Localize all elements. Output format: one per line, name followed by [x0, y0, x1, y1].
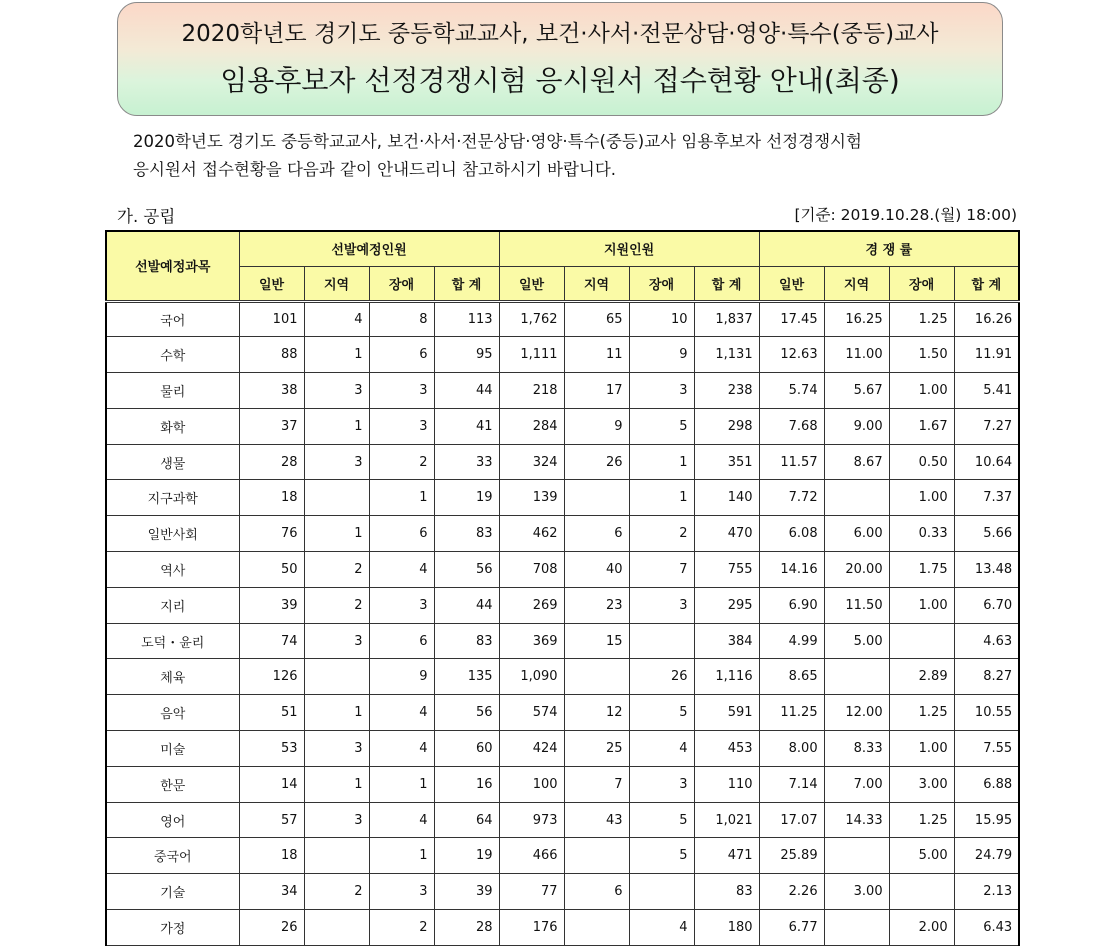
value-cell: 7.37 [954, 480, 1019, 516]
value-cell: 4.63 [954, 623, 1019, 659]
value-cell: 1.50 [889, 337, 954, 373]
value-cell: 7 [629, 552, 694, 588]
value-cell: 384 [694, 623, 759, 659]
subject-cell: 도덕・윤리 [106, 623, 239, 659]
value-cell: 12.00 [824, 695, 889, 731]
value-cell: 3 [304, 623, 369, 659]
table-row [106, 838, 1019, 874]
value-cell: 60 [434, 731, 499, 767]
subject-cell: 역사 [106, 552, 239, 588]
value-cell: 3 [369, 874, 434, 910]
value-cell: 424 [499, 731, 564, 767]
value-cell: 1 [629, 480, 694, 516]
value-cell: 1.67 [889, 408, 954, 444]
value-cell: 64 [434, 802, 499, 838]
table-row [106, 731, 1019, 767]
value-cell: 238 [694, 373, 759, 409]
value-cell: 4 [369, 731, 434, 767]
table-row [106, 301, 1019, 337]
value-cell: 3 [369, 587, 434, 623]
value-cell: 44 [434, 373, 499, 409]
value-cell: 28 [434, 910, 499, 946]
column-header: 지역 [824, 266, 889, 301]
title-banner [117, 2, 1003, 116]
value-cell: 708 [499, 552, 564, 588]
value-cell: 1 [304, 766, 369, 802]
value-cell: 369 [499, 623, 564, 659]
value-cell: 33 [434, 444, 499, 480]
value-cell: 2.26 [759, 874, 824, 910]
subject-cell: 한문 [106, 766, 239, 802]
value-cell: 101 [239, 301, 304, 337]
value-cell: 7.00 [824, 766, 889, 802]
table-row [106, 373, 1019, 409]
value-cell: 1,837 [694, 301, 759, 337]
value-cell: 1.25 [889, 695, 954, 731]
value-cell: 9 [629, 337, 694, 373]
value-cell: 56 [434, 552, 499, 588]
value-cell: 9.00 [824, 408, 889, 444]
value-cell: 5 [629, 838, 694, 874]
value-cell: 973 [499, 802, 564, 838]
value-cell: 11.57 [759, 444, 824, 480]
value-cell: 295 [694, 587, 759, 623]
value-cell: 8.00 [759, 731, 824, 767]
value-cell [824, 910, 889, 946]
value-cell: 180 [694, 910, 759, 946]
value-cell [564, 659, 629, 695]
value-cell: 12.63 [759, 337, 824, 373]
value-cell [824, 480, 889, 516]
column-header: 합 계 [694, 266, 759, 301]
value-cell: 50 [239, 552, 304, 588]
value-cell: 4 [304, 301, 369, 337]
value-cell: 40 [564, 552, 629, 588]
value-cell [304, 910, 369, 946]
value-cell: 18 [239, 838, 304, 874]
value-cell: 39 [239, 587, 304, 623]
value-cell: 6.88 [954, 766, 1019, 802]
table-body [106, 301, 1019, 945]
value-cell [304, 480, 369, 516]
value-cell [629, 874, 694, 910]
value-cell [824, 838, 889, 874]
banner-title-line2: 임용후보자 선정경쟁시험 응시원서 접수현황 안내(최종) [220, 64, 900, 97]
value-cell: 1,021 [694, 802, 759, 838]
table-row [106, 516, 1019, 552]
value-cell: 11.00 [824, 337, 889, 373]
value-cell: 3 [304, 731, 369, 767]
value-cell [889, 623, 954, 659]
value-cell: 269 [499, 587, 564, 623]
value-cell: 16.25 [824, 301, 889, 337]
value-cell: 6 [564, 874, 629, 910]
table-row [106, 587, 1019, 623]
value-cell: 23 [564, 587, 629, 623]
value-cell: 7 [564, 766, 629, 802]
value-cell: 1.00 [889, 587, 954, 623]
value-cell: 2 [304, 874, 369, 910]
value-cell: 6 [564, 516, 629, 552]
value-cell: 24.79 [954, 838, 1019, 874]
subject-cell: 가정 [106, 910, 239, 946]
table-row [106, 766, 1019, 802]
value-cell: 1.75 [889, 552, 954, 588]
column-header: 장애 [889, 266, 954, 301]
value-cell [304, 659, 369, 695]
value-cell: 76 [239, 516, 304, 552]
value-cell: 7.68 [759, 408, 824, 444]
value-cell: 4 [369, 802, 434, 838]
value-cell: 6.77 [759, 910, 824, 946]
value-cell: 17.07 [759, 802, 824, 838]
value-cell: 1,090 [499, 659, 564, 695]
value-cell: 4.99 [759, 623, 824, 659]
value-cell: 1 [629, 444, 694, 480]
value-cell: 453 [694, 731, 759, 767]
column-header: 일반 [499, 266, 564, 301]
column-header: 지역 [564, 266, 629, 301]
value-cell: 10 [629, 301, 694, 337]
value-cell: 37 [239, 408, 304, 444]
value-cell: 3 [629, 373, 694, 409]
value-cell: 65 [564, 301, 629, 337]
value-cell: 0.33 [889, 516, 954, 552]
value-cell: 16 [434, 766, 499, 802]
table-row [106, 802, 1019, 838]
value-cell: 7.14 [759, 766, 824, 802]
subject-cell: 중국어 [106, 838, 239, 874]
subject-cell: 기술 [106, 874, 239, 910]
intro-paragraph [133, 128, 1013, 184]
value-cell: 1.00 [889, 373, 954, 409]
value-cell: 591 [694, 695, 759, 731]
value-cell: 1.00 [889, 731, 954, 767]
column-header: 합 계 [954, 266, 1019, 301]
value-cell: 3 [369, 373, 434, 409]
value-cell: 4 [369, 695, 434, 731]
value-cell: 4 [629, 910, 694, 946]
value-cell: 25 [564, 731, 629, 767]
value-cell: 1 [369, 766, 434, 802]
table-row [106, 874, 1019, 910]
column-header: 일반 [239, 266, 304, 301]
value-cell: 19 [434, 480, 499, 516]
group-header-ratio: 경 쟁 률 [759, 231, 1019, 266]
value-cell: 1 [369, 480, 434, 516]
value-cell: 38 [239, 373, 304, 409]
value-cell: 3 [304, 444, 369, 480]
value-cell: 3.00 [889, 766, 954, 802]
value-cell [629, 623, 694, 659]
value-cell: 3 [629, 766, 694, 802]
value-cell: 2.00 [889, 910, 954, 946]
value-cell: 139 [499, 480, 564, 516]
value-cell: 3 [304, 373, 369, 409]
value-cell: 11 [564, 337, 629, 373]
value-cell: 5.41 [954, 373, 1019, 409]
table-row [106, 552, 1019, 588]
value-cell: 15.95 [954, 802, 1019, 838]
basis-date: [기준: 2019.10.28.(월) 18:00) [794, 206, 1017, 224]
value-cell: 3.00 [824, 874, 889, 910]
value-cell: 1.25 [889, 802, 954, 838]
value-cell [564, 838, 629, 874]
value-cell: 2 [629, 516, 694, 552]
value-cell: 17 [564, 373, 629, 409]
value-cell: 3 [629, 587, 694, 623]
value-cell: 218 [499, 373, 564, 409]
table-row [106, 695, 1019, 731]
subject-cell: 체육 [106, 659, 239, 695]
subject-cell: 국어 [106, 301, 239, 337]
value-cell: 755 [694, 552, 759, 588]
value-cell: 113 [434, 301, 499, 337]
value-cell: 2.89 [889, 659, 954, 695]
value-cell: 1.00 [889, 480, 954, 516]
value-cell: 6 [369, 337, 434, 373]
value-cell: 135 [434, 659, 499, 695]
group-header-applicants: 지원인원 [499, 231, 759, 266]
column-header: 합 계 [434, 266, 499, 301]
value-cell: 6.70 [954, 587, 1019, 623]
value-cell: 6.90 [759, 587, 824, 623]
value-cell: 6 [369, 516, 434, 552]
value-cell: 77 [499, 874, 564, 910]
value-cell: 88 [239, 337, 304, 373]
subject-cell: 영어 [106, 802, 239, 838]
value-cell: 11.25 [759, 695, 824, 731]
value-cell: 1 [304, 516, 369, 552]
value-cell: 5.00 [824, 623, 889, 659]
value-cell: 28 [239, 444, 304, 480]
value-cell: 15 [564, 623, 629, 659]
value-cell: 83 [434, 623, 499, 659]
value-cell [564, 480, 629, 516]
value-cell: 1,116 [694, 659, 759, 695]
value-cell [564, 910, 629, 946]
column-header: 장애 [629, 266, 694, 301]
value-cell: 95 [434, 337, 499, 373]
subject-cell: 물리 [106, 373, 239, 409]
value-cell: 43 [564, 802, 629, 838]
value-cell: 10.55 [954, 695, 1019, 731]
value-cell: 17.45 [759, 301, 824, 337]
value-cell: 5.67 [824, 373, 889, 409]
value-cell: 1,762 [499, 301, 564, 337]
value-cell: 13.48 [954, 552, 1019, 588]
value-cell: 74 [239, 623, 304, 659]
value-cell: 284 [499, 408, 564, 444]
value-cell: 324 [499, 444, 564, 480]
value-cell: 34 [239, 874, 304, 910]
value-cell: 14.16 [759, 552, 824, 588]
banner-title-line1: 2020학년도 경기도 중등학교교사, 보건·사서·전문상담·영양·특수(중등)교사 [181, 21, 939, 47]
value-cell: 3 [304, 802, 369, 838]
value-cell: 12 [564, 695, 629, 731]
value-cell: 1 [304, 337, 369, 373]
column-header: 지역 [304, 266, 369, 301]
subject-cell: 일반사회 [106, 516, 239, 552]
value-cell: 1,111 [499, 337, 564, 373]
value-cell: 4 [629, 731, 694, 767]
value-cell: 7.55 [954, 731, 1019, 767]
value-cell: 2 [304, 587, 369, 623]
intro-line-1: 2020학년도 경기도 중등학교교사, 보건·사서·전문상담·영양·특수(중등)교사 임용후보자 선정경쟁시험 [133, 132, 862, 151]
value-cell: 8.67 [824, 444, 889, 480]
value-cell: 0.50 [889, 444, 954, 480]
value-cell: 8.65 [759, 659, 824, 695]
value-cell: 39 [434, 874, 499, 910]
value-cell: 57 [239, 802, 304, 838]
value-cell: 9 [564, 408, 629, 444]
value-cell: 14 [239, 766, 304, 802]
application-status-table [105, 230, 1020, 946]
value-cell: 26 [629, 659, 694, 695]
table-row [106, 910, 1019, 946]
value-cell: 11.50 [824, 587, 889, 623]
value-cell: 5.74 [759, 373, 824, 409]
value-cell: 298 [694, 408, 759, 444]
value-cell: 10.64 [954, 444, 1019, 480]
value-cell: 7.72 [759, 480, 824, 516]
value-cell: 5 [629, 695, 694, 731]
value-cell: 2 [304, 552, 369, 588]
value-cell: 1 [304, 408, 369, 444]
column-header: 일반 [759, 266, 824, 301]
group-header-planned: 선발예정인원 [239, 231, 499, 266]
value-cell: 83 [694, 874, 759, 910]
value-cell: 2 [369, 444, 434, 480]
value-cell: 18 [239, 480, 304, 516]
section-title: 가. 공립 [117, 207, 176, 226]
intro-line-2: 응시원서 접수현황을 다음과 같이 안내드리니 참고하시기 바랍니다. [133, 160, 617, 179]
value-cell: 41 [434, 408, 499, 444]
value-cell: 1.25 [889, 301, 954, 337]
value-cell: 7.27 [954, 408, 1019, 444]
column-header: 장애 [369, 266, 434, 301]
value-cell: 574 [499, 695, 564, 731]
value-cell: 51 [239, 695, 304, 731]
value-cell: 5 [629, 408, 694, 444]
table-row [106, 623, 1019, 659]
subject-cell: 지리 [106, 587, 239, 623]
subject-cell: 생물 [106, 444, 239, 480]
value-cell: 83 [434, 516, 499, 552]
value-cell: 2.13 [954, 874, 1019, 910]
value-cell: 126 [239, 659, 304, 695]
table-row [106, 444, 1019, 480]
value-cell: 462 [499, 516, 564, 552]
value-cell: 6 [369, 623, 434, 659]
value-cell [824, 659, 889, 695]
subject-cell: 화학 [106, 408, 239, 444]
subject-cell: 미술 [106, 731, 239, 767]
value-cell: 3 [369, 408, 434, 444]
value-cell: 2 [369, 910, 434, 946]
value-cell: 5.66 [954, 516, 1019, 552]
subject-cell: 음악 [106, 695, 239, 731]
value-cell: 26 [239, 910, 304, 946]
value-cell: 140 [694, 480, 759, 516]
value-cell: 19 [434, 838, 499, 874]
value-cell: 6.43 [954, 910, 1019, 946]
table-row [106, 659, 1019, 695]
value-cell: 1,131 [694, 337, 759, 373]
value-cell: 9 [369, 659, 434, 695]
value-cell: 8.33 [824, 731, 889, 767]
value-cell: 5.00 [889, 838, 954, 874]
value-cell: 351 [694, 444, 759, 480]
value-cell [304, 838, 369, 874]
value-cell: 25.89 [759, 838, 824, 874]
table-row [106, 480, 1019, 516]
value-cell: 1 [304, 695, 369, 731]
value-cell: 26 [564, 444, 629, 480]
value-cell: 470 [694, 516, 759, 552]
value-cell [889, 874, 954, 910]
value-cell: 466 [499, 838, 564, 874]
table-row [106, 408, 1019, 444]
value-cell: 11.91 [954, 337, 1019, 373]
value-cell: 53 [239, 731, 304, 767]
value-cell: 56 [434, 695, 499, 731]
value-cell: 100 [499, 766, 564, 802]
value-cell: 6.00 [824, 516, 889, 552]
header-row-categories [106, 266, 1019, 301]
value-cell: 1 [369, 838, 434, 874]
value-cell: 8 [369, 301, 434, 337]
value-cell: 176 [499, 910, 564, 946]
value-cell: 6.08 [759, 516, 824, 552]
value-cell: 16.26 [954, 301, 1019, 337]
table-row [106, 337, 1019, 373]
value-cell: 44 [434, 587, 499, 623]
value-cell: 5 [629, 802, 694, 838]
value-cell: 471 [694, 838, 759, 874]
value-cell: 110 [694, 766, 759, 802]
value-cell: 8.27 [954, 659, 1019, 695]
value-cell: 20.00 [824, 552, 889, 588]
subject-cell: 수학 [106, 337, 239, 373]
header-row-groups [106, 231, 1019, 266]
subject-header: 선발예정과목 [106, 231, 239, 301]
value-cell: 14.33 [824, 802, 889, 838]
value-cell: 4 [369, 552, 434, 588]
subject-cell: 지구과학 [106, 480, 239, 516]
